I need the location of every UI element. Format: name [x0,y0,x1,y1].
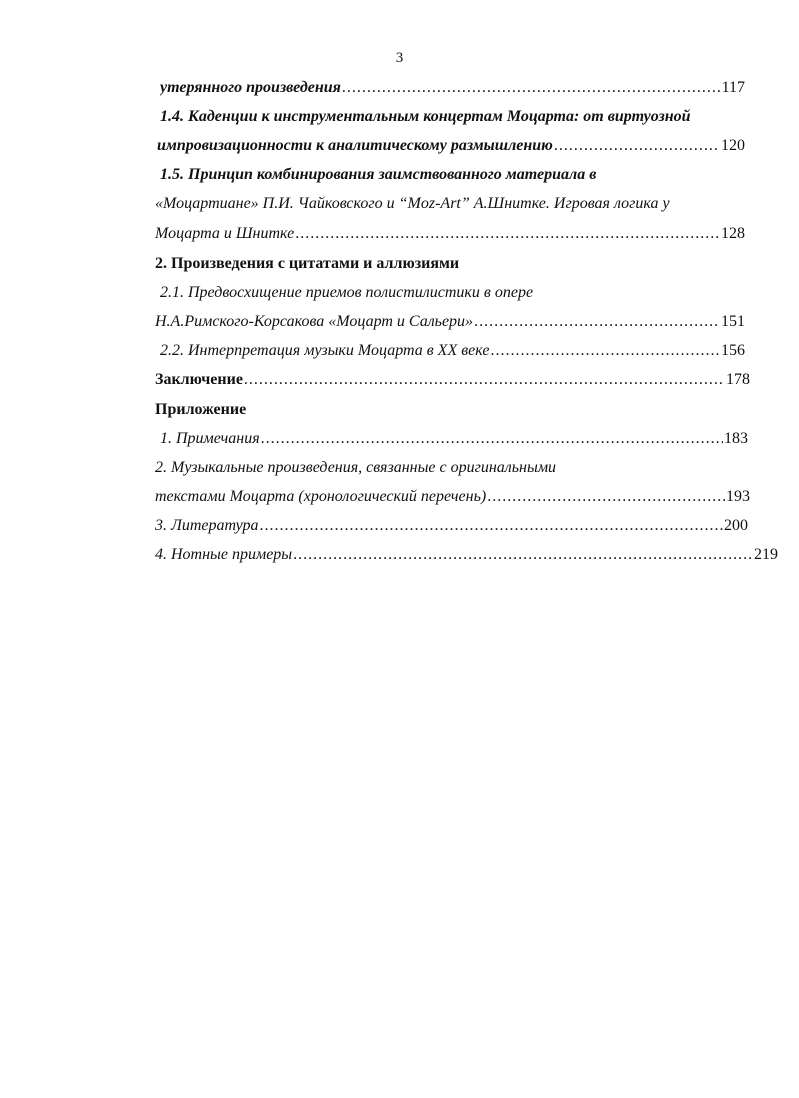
toc-leader-dots [244,368,725,392]
toc-section-heading [155,398,745,422]
toc-entry [155,514,748,538]
toc-entry-title: «Моцартиане» П.И. Чайковского и “Moz-Art” А.Шнитке. Игровая логика у [155,195,670,212]
toc-entry-page: 219 [754,546,778,563]
toc-entry-title: утерянного произведения [160,79,341,96]
toc-leader-dots [554,134,720,158]
toc-entry [155,456,745,480]
toc-entry-title: 2. Музыкальные произведения, связанные с оригинальными [155,459,557,476]
toc-entry-title: 3. Литература [155,517,259,534]
toc-entry [160,339,745,363]
toc-entry [155,222,745,246]
toc-entry-title: импровизационности к аналитическому размышлению [157,137,553,154]
toc-entry [160,281,745,305]
toc-entry [157,134,745,158]
toc-leader-dots [260,514,723,538]
toc-leader-dots [490,339,720,363]
toc-entry [155,192,745,216]
toc-entry-title: Н.А.Римского-Корсакова «Моцарт и Сальери» [155,313,474,330]
toc-entry-title: 2.2. Интерпретация музыки Моцарта в XX веке [160,342,490,359]
toc-entry-page: 151 [721,313,745,330]
toc-entry-page: 178 [726,371,750,388]
toc-entry-title: Моцарта и Шнитке [155,225,295,242]
toc-entry-title: 1. Примечания [160,430,260,447]
toc-entry-page: 183 [724,430,748,447]
toc-entry-title: 4. Нотные примеры [155,546,293,563]
toc-entry [155,310,745,334]
toc-entry-page: 200 [724,517,748,534]
toc-entry-title: 1.5. Принцип комбинирования заимствованного материала в [160,166,597,183]
toc-entry-page: 128 [721,225,745,242]
toc-entry [160,163,745,187]
toc-entry [155,543,778,567]
toc-leader-dots [487,485,725,509]
toc-leader-dots [293,543,753,567]
toc-entry-title: 2. Произведения с цитатами и аллюзиями [155,255,460,272]
toc-entry-title: Приложение [155,401,247,418]
toc-leader-dots [261,427,723,451]
toc-entry-page: 120 [721,137,745,154]
toc-entry-title: 2.1. Предвосхищение приемов полистилистики в опере [160,284,534,301]
toc-entry-title: Заключение [155,371,243,388]
toc-entry-page: 117 [721,79,745,96]
toc-leader-dots [342,76,721,100]
toc-leader-dots [474,310,720,334]
toc-entry-title: 1.4. Каденции к инструментальным концертам Моцарта: от виртуозной [160,108,691,125]
toc-section-heading [155,252,745,276]
page-number: 3 [395,50,404,66]
toc-entry [160,427,748,451]
toc-entry-page: 156 [721,342,745,359]
toc-entry [155,368,750,392]
toc-entry-page: 193 [726,488,750,505]
toc-entry [160,76,745,100]
toc-entry [155,485,750,509]
toc-entry [160,105,745,129]
toc-entry-title: текстами Моцарта (хронологический перечень) [155,488,487,505]
toc-leader-dots [295,222,720,246]
